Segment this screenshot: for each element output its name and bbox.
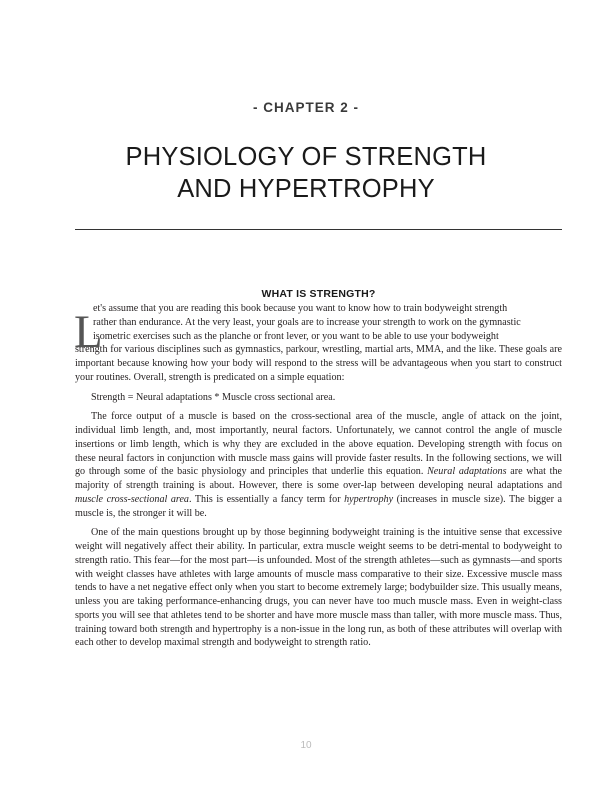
paragraph-force-output xyxy=(75,410,562,520)
p2-text-2: are what the majority of strength training is about. However, there is some over-lap between developing neural adaptations and xyxy=(75,466,562,491)
intro-line-3: isometric exercises such as the planche or front lever, or you want to be able to use your bodyweight xyxy=(93,330,499,342)
body-text xyxy=(75,302,562,650)
equation: Strength = Neural adaptations * Muscle cross sectional area. xyxy=(91,391,336,403)
p2-text-4: (increases in muscle size). The bigger a muscle is, the stronger it will be. xyxy=(75,493,562,519)
page-number: 10 xyxy=(300,740,312,751)
term-muscle-cross-sectional-area: muscle cross-sectional area xyxy=(75,493,189,505)
chapter-label: - CHAPTER 2 - xyxy=(252,100,359,115)
chapter-title xyxy=(0,141,612,205)
p2-text-3: . This is essentially a fancy term for xyxy=(188,493,345,505)
paragraph-intro xyxy=(75,302,562,385)
intro-line-1: et's assume that you are reading this book because you want to know how to train bodyweight strength xyxy=(93,303,508,314)
chapter-title-line-2: AND HYPERTROPHY xyxy=(177,175,435,203)
term-hypertrophy: hypertrophy xyxy=(344,493,394,505)
intro-rest: strength for various disciplines such as gymnastics, parkour, wrestling, martial arts, MMA, and the like. These goals are important because knowing how your body will respond to the stress will be advantageous when you start to construct your routines. Overall, strength is predicated on a simple equation: xyxy=(75,344,562,383)
p2-text-1: The force output of a muscle is based on the cross-sectional area of the muscle, angle of attack on the joint, individual limb length, and, most importantly, neural factors. Unfortunately, we cannot control the angle of muscle insertions or limb length, which is why they are excluded in the above equation. Developing strength with focus on these neural factors in conjunction with muscle mass gains will provide faster results. In the following sections, we will go through some of the basic physiology and principles that underlie this equation. xyxy=(75,411,562,478)
section-heading: WHAT IS STRENGTH? xyxy=(261,288,376,300)
paragraph-muscle-weight: One of the main questions brought up by those beginning bodyweight training is the intuitive sense that excessive weight will negatively affect their ability. In particular, extra muscle weight seems to be detri-mental to bodyweight to strength ratio. This fear—for the most part—is unfounded. Most of the strength athletes—such as gymnasts—and sports with weight classes have athletes with large amounts of muscle mass comparative to their size. Excessive muscle mass tends to have a net negative effect only when you start to become extremely large; bodybuilder size. This usually means, unless you are taking performance-enhancing drugs, you can never have too much muscle mass. Even in weight-class sports you will see that athletes tend to be shorter and have more muscle mass than taller, with more muscle mass. Thus, training toward both strength and hypertrophy is a non-issue in the long run, as both of these attributes will overlap with each other to develop maximal strength and bodyweight to strength ratio. xyxy=(75,527,562,649)
term-neural-adaptations: Neural adaptations xyxy=(427,466,507,478)
title-divider xyxy=(75,229,562,230)
drop-cap: L xyxy=(74,306,103,358)
intro-line-2: rather than endurance. At the very least, your goals are to increase your strength to work on the gymnastic xyxy=(93,316,521,328)
chapter-title-line-1: PHYSIOLOGY OF STRENGTH xyxy=(125,143,487,171)
